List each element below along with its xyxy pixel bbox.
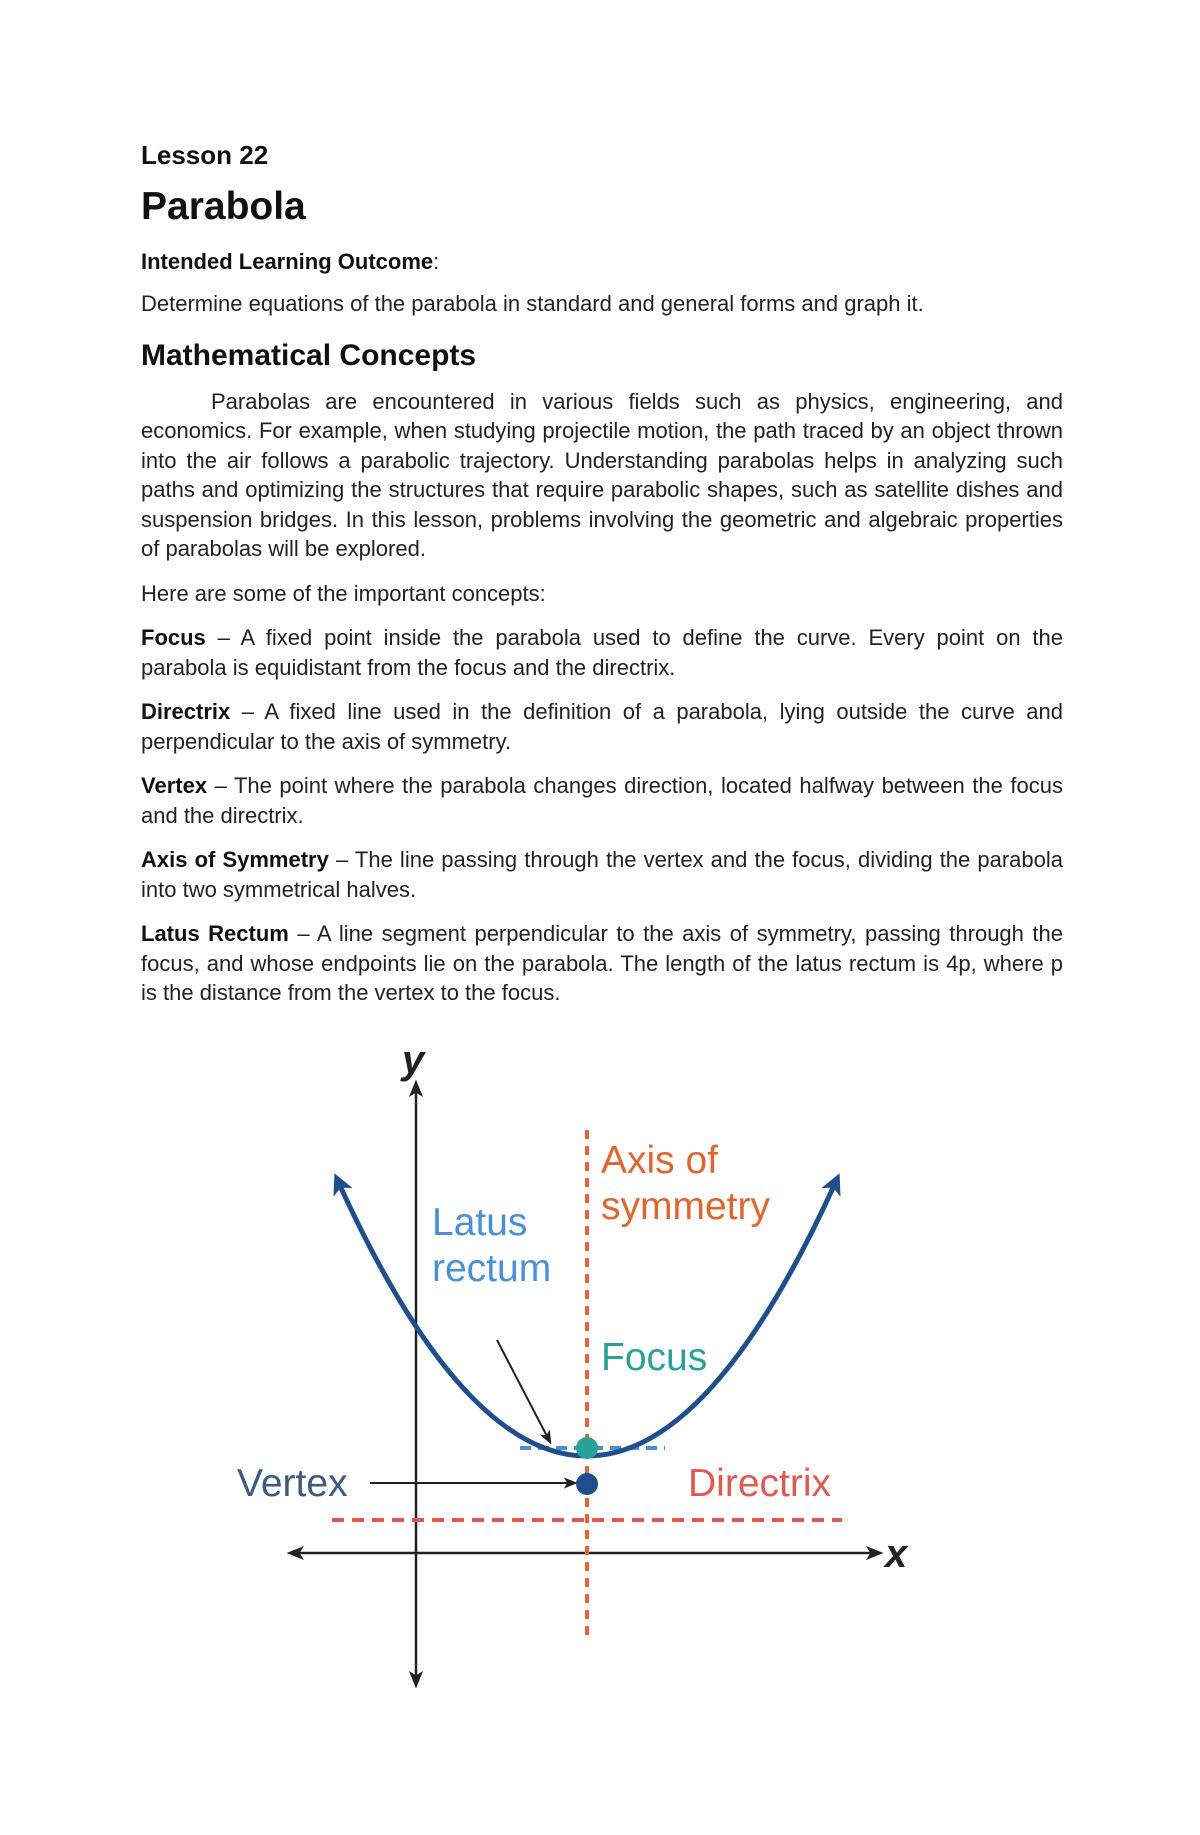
parabola-diagram: [0, 1035, 1200, 1695]
focus-label: Focus: [601, 1336, 708, 1379]
concepts-lead: Here are some of the important concepts:: [141, 580, 546, 606]
ilo-heading-text: Intended Learning Outcome: [141, 249, 434, 274]
page-title: Parabola: [141, 185, 306, 228]
directrix-label: Directrix: [688, 1462, 831, 1505]
lesson-label: Lesson 22: [141, 140, 269, 170]
latus-rectum-label-2: rectum: [432, 1247, 552, 1290]
concept-definition: – The point where the parabola changes direction, located halfway between the focus and the directrix.: [141, 773, 1063, 828]
document-page: [141, 140, 1063, 1023]
ilo-heading-colon: :: [433, 249, 440, 274]
axis-of-symmetry-label-2: symmetry: [601, 1185, 770, 1228]
concept-vertex: [141, 771, 1063, 830]
x-axis-label: x: [885, 1532, 908, 1576]
concept-latus-rectum: [141, 919, 1063, 1008]
concept-term: Directrix: [141, 699, 231, 724]
section-heading: Mathematical Concepts: [141, 338, 477, 372]
intro-paragraph: Parabolas are encountered in various fields such as physics, engineering, and economics. For example, when studying projectile motion, the path traced by an object thrown into the air follows a parabolic trajectory. Understanding parabolas helps in analyzing such paths and optimizing the structures that require parabolic shapes, such as satellite dishes and suspension bridges. In this lesson, problems involving the geometric and algebraic properties of parabolas will be explored.: [141, 388, 1063, 561]
concept-term: Axis of Symmetry: [141, 847, 329, 872]
focus-point: [576, 1437, 598, 1459]
vertex-label: Vertex: [237, 1462, 348, 1505]
concept-directrix: [141, 697, 1063, 756]
concept-definition: – A line segment perpendicular to the axis of symmetry, passing through the focus, and whose endpoints lie on the parabola. The length of the latus rectum is 4p, where p is the distance from the vertex to the focus.: [141, 921, 1063, 1005]
latus-rectum-label-1: Latus: [432, 1201, 528, 1244]
ilo-text: Determine equations of the parabola in standard and general forms and graph it.: [141, 291, 924, 316]
y-axis-label: y: [402, 1038, 425, 1082]
ilo-heading: [141, 249, 1063, 275]
concept-axis-of-symmetry: [141, 845, 1063, 904]
concept-term: Vertex: [141, 773, 208, 798]
concept-definition: – The line passing through the vertex and the focus, dividing the parabola into two symmetrical halves.: [141, 847, 1064, 902]
concept-definition: – A fixed line used in the definition of a parabola, lying outside the curve and perpendicular to the axis of symmetry.: [141, 699, 1063, 754]
vertex-point: [576, 1473, 598, 1495]
concept-term: Latus Rectum: [141, 921, 289, 946]
concept-focus: [141, 623, 1063, 682]
axis-of-symmetry-label-1: Axis of: [601, 1139, 719, 1182]
concept-definition: – A fixed point inside the parabola used to define the curve. Every point on the parabola is equidistant from the focus and the directrix.: [141, 625, 1063, 680]
concept-term: Focus: [141, 625, 206, 650]
